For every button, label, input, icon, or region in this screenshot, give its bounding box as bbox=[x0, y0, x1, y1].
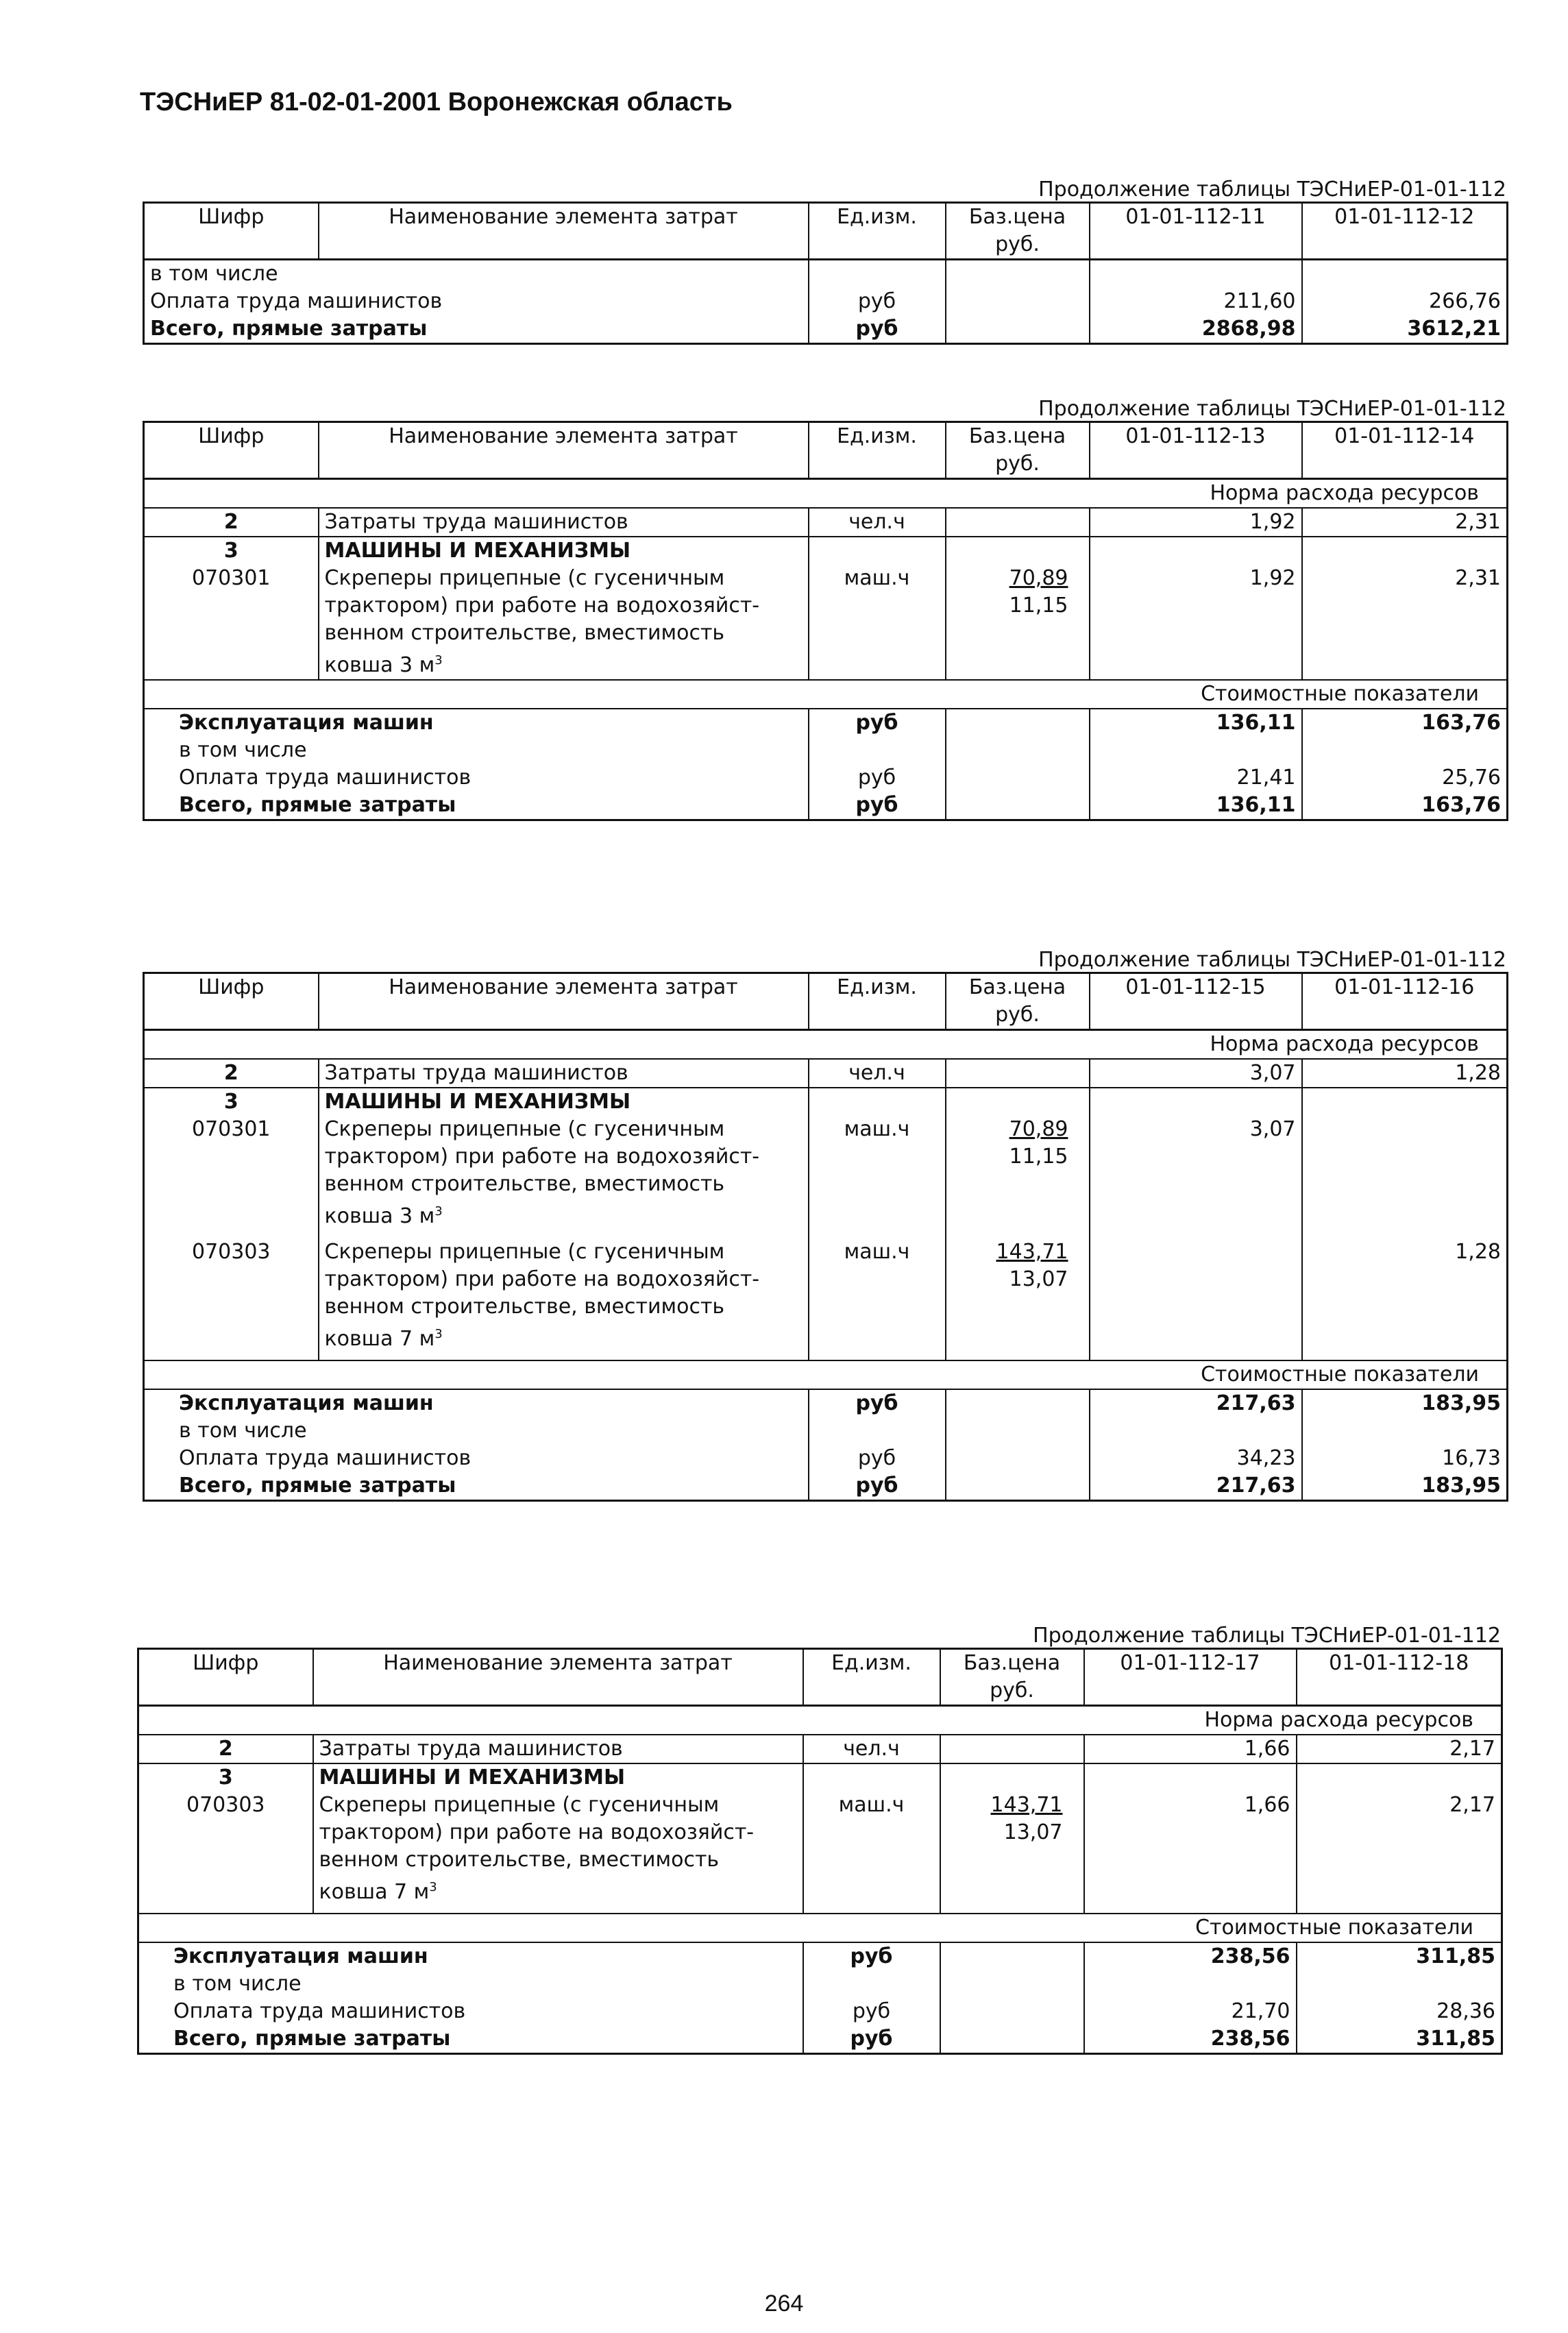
total-label: Всего, прямые затраты bbox=[179, 793, 456, 817]
table-row bbox=[144, 1445, 1508, 1472]
row-name: Затраты труда машинистов bbox=[313, 1735, 803, 1763]
col-header-price: Баз.цена руб. bbox=[946, 422, 1090, 479]
table-header-row bbox=[144, 973, 1508, 1030]
table-row bbox=[138, 1735, 1502, 1763]
norm-section-label: Норма расхода ресурсов bbox=[144, 1030, 1508, 1060]
value-cell: 2,17 bbox=[1297, 1735, 1502, 1763]
cost-section-label: Стоимостные показатели bbox=[138, 1914, 1502, 1942]
price-cell: 70,89 11,15 bbox=[946, 565, 1090, 680]
unit-cell: руб bbox=[809, 709, 946, 737]
col-header-code-a: 01-01-112-13 bbox=[1090, 422, 1302, 479]
table-block-3 bbox=[143, 949, 1506, 1502]
labor-pay-label: Оплата труда машинистов bbox=[179, 1446, 471, 1470]
table-row bbox=[144, 1116, 1508, 1230]
col-header-unit: Ед.изм. bbox=[803, 1649, 940, 1706]
labor-pay-label: Оплата труда машинистов bbox=[179, 766, 471, 790]
col-header-code-b: 01-01-112-16 bbox=[1302, 973, 1508, 1030]
col-header-price: Баз.цена руб. bbox=[946, 203, 1090, 260]
section-row bbox=[144, 479, 1508, 509]
exploit-label: Эксплуатация машин bbox=[179, 1391, 434, 1415]
unit-cell: руб bbox=[803, 2025, 940, 2054]
unit-cell: маш.ч bbox=[809, 1230, 946, 1360]
table-row bbox=[138, 1763, 1502, 1792]
value-cell: 163,76 bbox=[1302, 792, 1508, 820]
row-code: 070301 bbox=[191, 1117, 271, 1141]
table-row bbox=[138, 2025, 1502, 2054]
row-name: Скреперы прицепные (с гусеничным трактором) при работе на водохозяйст- венном строительстве, вместимость ковша 3 $м^3$ bbox=[319, 565, 809, 680]
unit-cell: руб bbox=[809, 1472, 946, 1501]
table-row bbox=[144, 1230, 1508, 1360]
continuation-caption: Продолжение таблицы ТЭСНиЕР-01-01-112 bbox=[1038, 178, 1506, 201]
value-cell: 21,70 bbox=[1084, 1998, 1297, 2025]
table-row bbox=[144, 1088, 1508, 1116]
unit-cell: руб bbox=[809, 1445, 946, 1472]
row-name: Затраты труда машинистов bbox=[319, 1059, 809, 1088]
price-cell: 143,71 13,07 bbox=[946, 1230, 1090, 1360]
row-code: 070301 bbox=[191, 566, 271, 590]
unit-cell: руб bbox=[809, 315, 946, 344]
section-row bbox=[144, 1030, 1508, 1060]
table-row bbox=[144, 565, 1508, 680]
col-header-code-b: 01-01-112-18 bbox=[1297, 1649, 1502, 1706]
section-row bbox=[138, 1914, 1502, 1942]
value-cell: 136,11 bbox=[1090, 792, 1302, 820]
section-row bbox=[144, 680, 1508, 709]
table-row bbox=[144, 1389, 1508, 1417]
unit-cell: маш.ч bbox=[803, 1792, 940, 1914]
row-code: 070303 bbox=[186, 1793, 265, 1817]
value-cell: 238,56 bbox=[1084, 1942, 1297, 1970]
col-header-code-b: 01-01-112-12 bbox=[1302, 203, 1508, 260]
rates-table bbox=[143, 972, 1508, 1502]
continuation-caption: Продолжение таблицы ТЭСНиЕР-01-01-112 bbox=[1033, 1624, 1501, 1648]
col-header-name: Наименование элемента затрат bbox=[319, 203, 809, 260]
exploit-label: Эксплуатация машин bbox=[179, 711, 434, 735]
row-name: МАШИНЫ И МЕХАНИЗМЫ bbox=[319, 537, 809, 565]
row-name: Скреперы прицепные (с гусеничным трактором) при работе на водохозяйст- венном строительстве, вместимость ковша 7 $м^3$ bbox=[319, 1230, 809, 1360]
unit-cell: руб bbox=[809, 1389, 946, 1417]
value-cell bbox=[1302, 1116, 1508, 1230]
value-cell: 217,63 bbox=[1090, 1389, 1302, 1417]
table-block-4 bbox=[137, 1624, 1501, 2055]
total-label: Всего, прямые затраты bbox=[173, 2027, 451, 2051]
page-header-title: ТЭСНиЕР 81-02-01-2001 Воронежская область bbox=[140, 88, 733, 117]
unit-cell: чел.ч bbox=[803, 1735, 940, 1763]
row-code: 070303 bbox=[191, 1240, 271, 1264]
incl-label: в том числе bbox=[173, 1972, 302, 1996]
unit-cell: чел.ч bbox=[809, 508, 946, 537]
value-cell: 3,07 bbox=[1090, 1059, 1302, 1088]
labor-pay-label: Оплата труда машинистов bbox=[150, 289, 443, 313]
col-header-code: Шифр bbox=[144, 973, 319, 1030]
value-cell: 311,85 bbox=[1297, 1942, 1502, 1970]
value-cell: 1,66 bbox=[1084, 1792, 1297, 1914]
table-row bbox=[138, 1998, 1502, 2025]
row-code: 2 bbox=[218, 1737, 233, 1761]
value-cell: 2,31 bbox=[1302, 508, 1508, 537]
value-cell: 183,95 bbox=[1302, 1472, 1508, 1501]
table-row bbox=[144, 1417, 1508, 1445]
table-row bbox=[138, 1792, 1502, 1914]
row-name: МАШИНЫ И МЕХАНИЗМЫ bbox=[313, 1763, 803, 1792]
unit-cell: чел.ч bbox=[809, 1059, 946, 1088]
table-row bbox=[144, 1472, 1508, 1501]
total-label: Всего, прямые затраты bbox=[179, 1474, 456, 1498]
unit-cell: руб bbox=[803, 1942, 940, 1970]
table-block-2 bbox=[143, 398, 1506, 821]
col-header-name: Наименование элемента затрат bbox=[313, 1649, 803, 1706]
col-header-unit: Ед.изм. bbox=[809, 422, 946, 479]
incl-label: в том числе bbox=[150, 262, 278, 286]
value-cell: 217,63 bbox=[1090, 1472, 1302, 1501]
value-cell: 1,28 bbox=[1302, 1059, 1508, 1088]
norm-section-label: Норма расхода ресурсов bbox=[138, 1706, 1502, 1735]
table-row bbox=[144, 792, 1508, 820]
value-cell: 21,41 bbox=[1090, 764, 1302, 792]
continuation-caption: Продолжение таблицы ТЭСНиЕР-01-01-112 bbox=[1038, 948, 1506, 972]
table-row bbox=[138, 1942, 1502, 1970]
section-row bbox=[138, 1706, 1502, 1735]
value-cell: 28,36 bbox=[1297, 1998, 1502, 2025]
row-code: 3 bbox=[218, 1766, 233, 1790]
table-row bbox=[144, 508, 1508, 537]
table-header-row bbox=[138, 1649, 1502, 1706]
table-row bbox=[144, 1059, 1508, 1088]
col-header-unit: Ед.изм. bbox=[809, 973, 946, 1030]
row-code: 2 bbox=[223, 1061, 238, 1085]
exploit-label: Эксплуатация машин bbox=[173, 1944, 428, 1968]
table-row bbox=[144, 764, 1508, 792]
table-block-1 bbox=[143, 178, 1506, 345]
col-header-code: Шифр bbox=[144, 203, 319, 260]
value-cell: 211,60 bbox=[1090, 288, 1302, 315]
value-cell: 34,23 bbox=[1090, 1445, 1302, 1472]
value-cell: 238,56 bbox=[1084, 2025, 1297, 2054]
price-cell: 143,71 13,07 bbox=[940, 1792, 1084, 1914]
row-name: МАШИНЫ И МЕХАНИЗМЫ bbox=[319, 1088, 809, 1116]
value-cell: 1,28 bbox=[1302, 1230, 1508, 1360]
rates-table bbox=[143, 421, 1508, 821]
col-header-code-a: 01-01-112-17 bbox=[1084, 1649, 1297, 1706]
rates-table bbox=[137, 1648, 1503, 2055]
unit-cell: маш.ч bbox=[809, 1116, 946, 1230]
value-cell: 1,66 bbox=[1084, 1735, 1297, 1763]
value-cell: 3,07 bbox=[1090, 1116, 1302, 1230]
table-row bbox=[144, 315, 1508, 344]
col-header-price: Баз.цена руб. bbox=[946, 973, 1090, 1030]
total-label: Всего, прямые затраты bbox=[150, 317, 428, 341]
col-header-unit: Ед.изм. bbox=[809, 203, 946, 260]
table-row bbox=[144, 737, 1508, 764]
col-header-name: Наименование элемента затрат bbox=[319, 973, 809, 1030]
table-row bbox=[144, 288, 1508, 315]
value-cell: 25,76 bbox=[1302, 764, 1508, 792]
unit-cell: маш.ч bbox=[809, 565, 946, 680]
incl-label: в том числе bbox=[179, 1419, 307, 1443]
col-header-code-a: 01-01-112-15 bbox=[1090, 973, 1302, 1030]
value-cell: 183,95 bbox=[1302, 1389, 1508, 1417]
value-cell: 2,31 bbox=[1302, 565, 1508, 680]
value-cell bbox=[1090, 1230, 1302, 1360]
table-header-row bbox=[144, 422, 1508, 479]
price-cell: 70,89 11,15 bbox=[946, 1116, 1090, 1230]
row-code: 3 bbox=[223, 1090, 238, 1114]
value-cell: 1,92 bbox=[1090, 508, 1302, 537]
col-header-price: Баз.цена руб. bbox=[940, 1649, 1084, 1706]
row-code: 2 bbox=[223, 510, 238, 534]
norm-section-label: Норма расхода ресурсов bbox=[144, 479, 1508, 509]
table-row bbox=[144, 709, 1508, 737]
unit-cell: руб bbox=[809, 288, 946, 315]
col-header-code: Шифр bbox=[138, 1649, 313, 1706]
unit-cell: руб bbox=[803, 1998, 940, 2025]
labor-pay-label: Оплата труда машинистов bbox=[173, 1999, 466, 2023]
value-cell: 2868,98 bbox=[1090, 315, 1302, 344]
value-cell: 163,76 bbox=[1302, 709, 1508, 737]
unit-cell: руб bbox=[809, 764, 946, 792]
value-cell: 2,17 bbox=[1297, 1792, 1502, 1914]
section-row bbox=[144, 1360, 1508, 1389]
incl-label: в том числе bbox=[179, 738, 307, 762]
value-cell: 136,11 bbox=[1090, 709, 1302, 737]
table-header-row bbox=[144, 203, 1508, 260]
unit-cell: руб bbox=[809, 792, 946, 820]
value-cell: 1,92 bbox=[1090, 565, 1302, 680]
table-row bbox=[138, 1970, 1502, 1998]
cost-section-label: Стоимостные показатели bbox=[144, 1360, 1508, 1389]
col-header-code: Шифр bbox=[144, 422, 319, 479]
page-number: 264 bbox=[764, 2291, 804, 2317]
rates-table bbox=[143, 201, 1508, 345]
col-header-code-a: 01-01-112-11 bbox=[1090, 203, 1302, 260]
row-name: Скреперы прицепные (с гусеничным трактором) при работе на водохозяйст- венном строительстве, вместимость ковша 3 $м^3$ bbox=[319, 1116, 809, 1230]
row-name: Скреперы прицепные (с гусеничным трактором) при работе на водохозяйст- венном строительстве, вместимость ковша 7 $м^3$ bbox=[313, 1792, 803, 1914]
value-cell: 16,73 bbox=[1302, 1445, 1508, 1472]
value-cell: 311,85 bbox=[1297, 2025, 1502, 2054]
col-header-name: Наименование элемента затрат bbox=[319, 422, 809, 479]
continuation-caption: Продолжение таблицы ТЭСНиЕР-01-01-112 bbox=[1038, 397, 1506, 421]
table-row bbox=[144, 537, 1508, 565]
value-cell: 266,76 bbox=[1302, 288, 1508, 315]
col-header-code-b: 01-01-112-14 bbox=[1302, 422, 1508, 479]
cost-section-label: Стоимостные показатели bbox=[144, 680, 1508, 709]
table-row bbox=[144, 260, 1508, 289]
value-cell: 3612,21 bbox=[1302, 315, 1508, 344]
row-name: Затраты труда машинистов bbox=[319, 508, 809, 537]
row-code: 3 bbox=[223, 539, 238, 563]
